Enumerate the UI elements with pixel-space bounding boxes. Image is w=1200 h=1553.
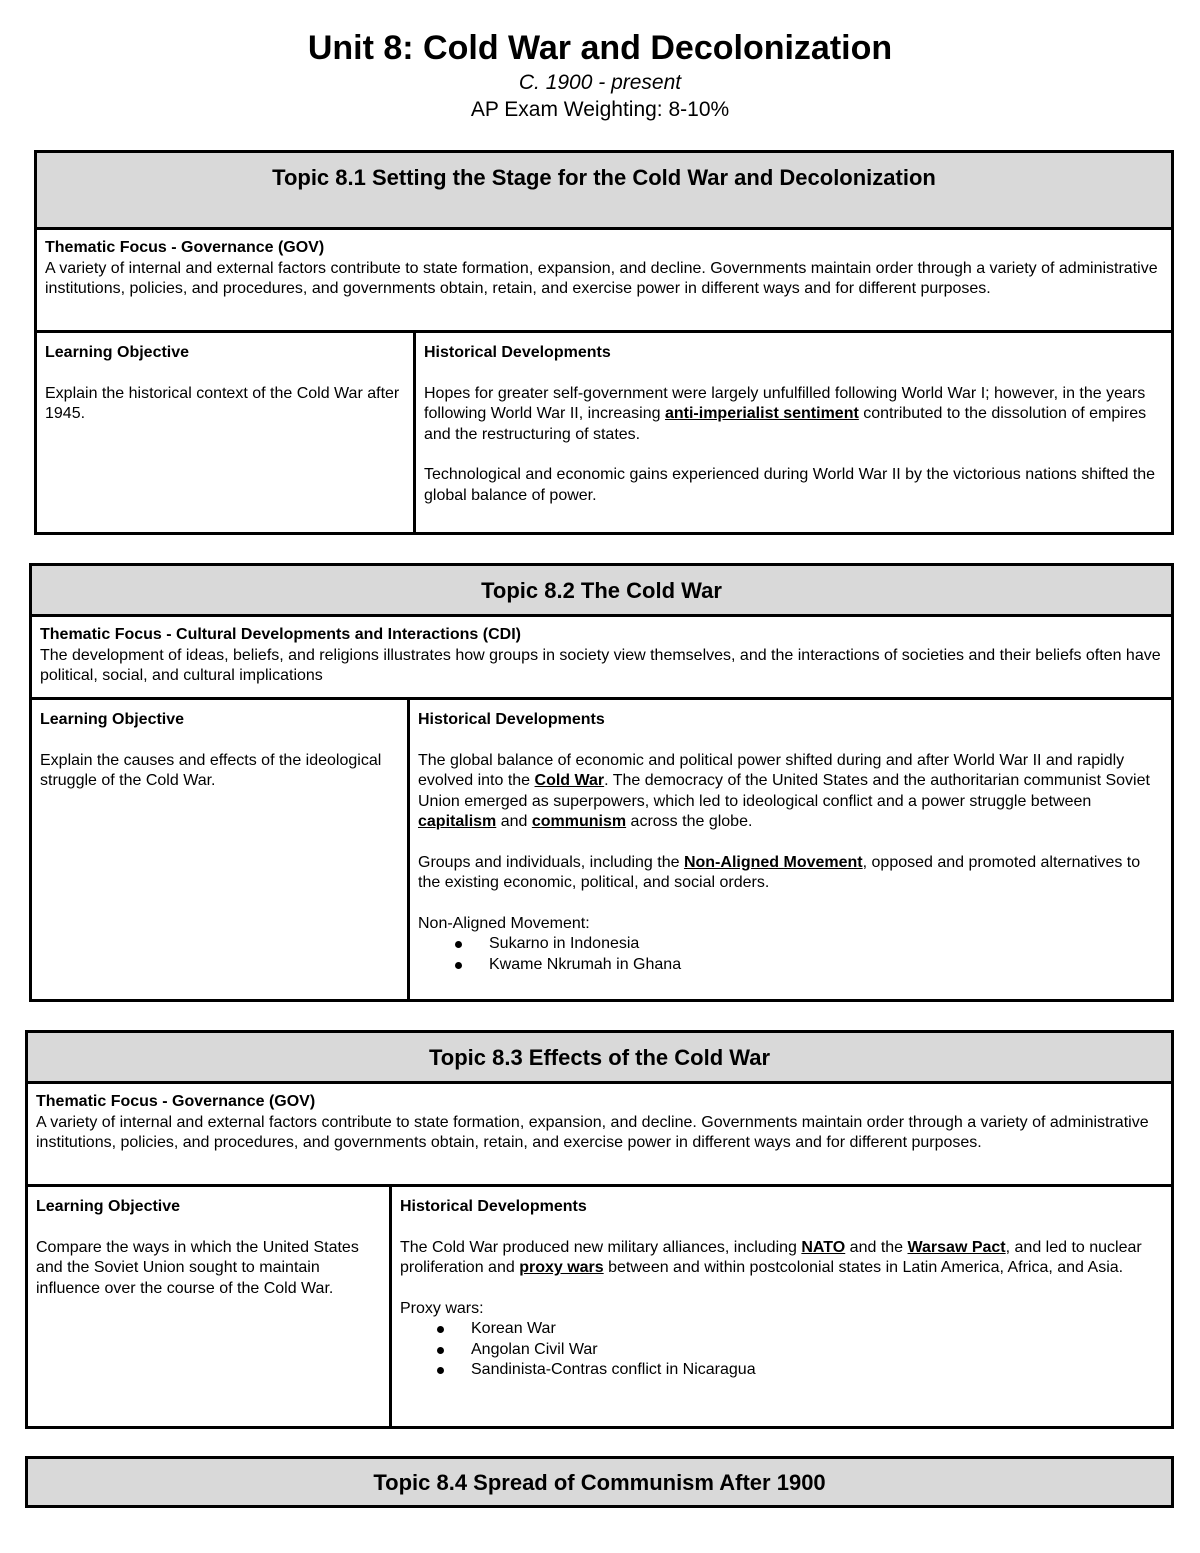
paragraph-text: contributed to the dissolution of empires and the restructuring of states. xyxy=(424,405,1147,443)
list-item: Sukarno in Indonesia xyxy=(418,934,1163,955)
paragraph-text: between and within postcolonial states in Latin America, Africa, and Asia. xyxy=(603,1259,1124,1276)
example-list-label: Non-Aligned Movement: xyxy=(418,914,590,932)
example-list-label: Proxy wars: xyxy=(400,1299,484,1317)
thematic-focus xyxy=(28,1084,1171,1187)
topic-heading: Topic 8.3 Effects of the Cold War xyxy=(28,1033,1171,1084)
paragraph-text: The global balance of economic and political power shifted during and after World War II and rapidly evolved into the xyxy=(418,751,1125,789)
thematic-focus xyxy=(37,230,1171,333)
historical-developments-cell xyxy=(410,700,1171,999)
example-list xyxy=(418,934,1163,975)
thematic-focus-title: Thematic Focus - Cultural Developments and Interactions (CDI) xyxy=(40,626,521,643)
thematic-focus-text: A variety of internal and external factors contribute to state formation, expansion, and decline. Governments maintain order through a variety of administrative institutions, policies, and procedures, and governments obtain, retain, and exercise power in different ways and for different purposes. xyxy=(45,259,1158,297)
thematic-focus xyxy=(32,617,1171,700)
unit-title: Unit 8: Cold War and Decolonization xyxy=(307,29,893,67)
development-paragraph xyxy=(424,384,1163,446)
key-term: Cold War xyxy=(534,772,605,789)
key-term: capitalism xyxy=(418,813,497,830)
exam-weighting: AP Exam Weighting: 8-10% xyxy=(470,98,730,121)
topic-heading: Topic 8.1 Setting the Stage for the Cold War and Decolonization xyxy=(37,153,1171,230)
example-list-block xyxy=(400,1299,1163,1381)
paragraph-text: Groups and individuals, including the xyxy=(418,853,684,871)
paragraph-text: , opposed and promoted alternatives to the existing economic, political, and social orders. xyxy=(418,853,1141,891)
learning-objective-text: Explain the historical context of the Cold War after 1945. xyxy=(45,384,400,422)
development-paragraph xyxy=(418,853,1163,894)
key-term: Warsaw Pact xyxy=(907,1238,1006,1256)
learning-objective-label: Learning Objective xyxy=(40,711,185,728)
list-item: Kwame Nkrumah in Ghana xyxy=(418,955,1163,976)
topic-8-1-table xyxy=(34,150,1174,535)
example-list-block xyxy=(418,914,1163,976)
historical-developments-label: Historical Developments xyxy=(400,1198,587,1215)
historical-developments-label: Historical Developments xyxy=(418,711,605,728)
learning-objective-cell xyxy=(32,700,410,999)
development-paragraph xyxy=(400,1238,1163,1279)
learning-objective-cell xyxy=(28,1187,392,1426)
historical-developments-cell xyxy=(392,1187,1171,1426)
example-list xyxy=(400,1319,1163,1381)
development-paragraph xyxy=(418,751,1163,833)
topic-8-4-table xyxy=(25,1456,1174,1508)
thematic-focus-text: The development of ideas, beliefs, and religions illustrates how groups in society view themselves, and the interactions of societies and their beliefs often have political, social, and cultural implications xyxy=(40,646,1161,684)
learning-objective-text: Compare the ways in which the United States and the Soviet Union sought to maintain influence over the course of the Cold War. xyxy=(36,1238,359,1297)
key-term: anti-imperialist sentiment xyxy=(664,405,859,422)
key-term: communism xyxy=(531,813,627,830)
topic-columns xyxy=(37,333,1171,532)
key-term: Non-Aligned Movement xyxy=(683,853,863,871)
thematic-focus-text: A variety of internal and external factors contribute to state formation, expansion, and decline. Governments maintain order through a variety of administrative institutions, policies, and procedures, and governments obtain, retain, and exercise power in different ways and for different purposes. xyxy=(36,1113,1149,1151)
thematic-focus-title: Thematic Focus - Governance (GOV) xyxy=(36,1093,316,1110)
paragraph-text: , and led to nuclear proliferation and xyxy=(400,1238,1142,1276)
learning-objective-text: Explain the causes and effects of the ideological struggle of the Cold War. xyxy=(40,751,382,789)
learning-objective-cell xyxy=(37,333,416,532)
key-term: proxy wars xyxy=(519,1259,604,1276)
list-item: Korean War xyxy=(400,1319,1163,1340)
development-paragraph: Technological and economic gains experienced during World War II by the victorious nations shifted the global balance of power. xyxy=(424,466,1156,504)
learning-objective-label: Learning Objective xyxy=(45,344,190,361)
paragraph-text: Hopes for greater self-government were largely unfulfilled following World War I; however, in the years following World War II, increasing xyxy=(424,384,1146,422)
list-item: Angolan Civil War xyxy=(400,1340,1163,1361)
paragraph-text: . The democracy of the United States and the authoritarian communist Soviet Union emerged as superpowers, which led to ideological conflict and a power struggle between xyxy=(418,772,1150,810)
list-item: Sandinista-Contras conflict in Nicaragua xyxy=(400,1360,1163,1381)
unit-date-range: C. 1900 - present xyxy=(518,71,682,94)
learning-objective-label: Learning Objective xyxy=(36,1198,181,1215)
topic-8-3-table xyxy=(25,1030,1174,1429)
topic-8-2-table xyxy=(29,563,1174,1002)
topic-heading: Topic 8.2 The Cold War xyxy=(32,566,1171,617)
historical-developments-cell xyxy=(416,333,1171,532)
historical-developments-label: Historical Developments xyxy=(424,344,611,361)
paragraph-text: and xyxy=(496,813,532,830)
key-term: NATO xyxy=(801,1238,846,1256)
thematic-focus-title: Thematic Focus - Governance (GOV) xyxy=(45,239,325,256)
topic-columns xyxy=(28,1187,1171,1426)
paragraph-text: and the xyxy=(845,1238,908,1256)
topic-heading: Topic 8.4 Spread of Communism After 1900 xyxy=(28,1459,1171,1505)
document-header xyxy=(0,0,1200,124)
topic-columns xyxy=(32,700,1171,999)
paragraph-text: across the globe. xyxy=(626,813,753,830)
paragraph-text: The Cold War produced new military alliances, including xyxy=(400,1238,802,1256)
